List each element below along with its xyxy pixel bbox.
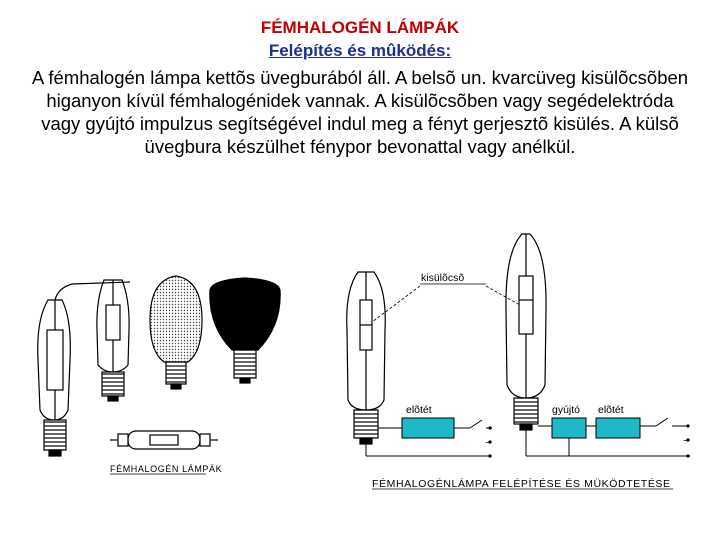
eloteto-box-2 (596, 418, 640, 438)
eloteto-box-1 (402, 418, 454, 438)
right-lamp-figure (347, 234, 690, 490)
double-ended-lamp-icon (110, 431, 218, 449)
section-subtitle: Felépítés és mûködés: (268, 41, 452, 60)
tubular-lamp-2-icon (97, 280, 129, 401)
label-gyujto: gyújtó (552, 404, 581, 416)
label-kisulocso: kisülõcsõ (421, 272, 465, 284)
supply-symbol-2: ~ (683, 435, 690, 447)
right-figure-caption: FÉMHALOGÉNLÁMPA FELÉPÍTÉSE ÉS MÜKÖDTETÉSE (372, 478, 671, 490)
description-paragraph: A fémhalogén lámpa kettõs üvegburából áll. A belsõ un. kvarcüveg kisülõcsõben higanyon kívül fémhalogénidek vannak. A kisülõcsõben vagy segédelektróda vagy gyújtó impulzus segítségével indul meg a fényt gerjesztõ kisülés. A külsõ üvegbura készülhet fénypor bevonattal vagy anélkül. (31, 67, 689, 157)
left-figure-caption: FÉMHALOGÉN LÁMPÁK (110, 464, 223, 474)
circuit-a (366, 418, 492, 456)
supply-terminals (488, 424, 689, 457)
gyujto-box (552, 418, 586, 438)
circuit-b (526, 418, 690, 456)
label-eloteto-1: elõtét (406, 404, 432, 416)
label-eloteto-2: elõtét (598, 404, 624, 416)
lamp-b-icon (506, 234, 546, 430)
lamp-a-icon (347, 272, 386, 444)
reflector-lamp-icon (210, 278, 280, 383)
left-lamp-figure (38, 276, 280, 474)
supply-symbol-1: ~ (485, 437, 492, 449)
page-title: FÉMHALOGÉN LÁMPÁK (260, 18, 460, 37)
ellipsoid-lamp-icon (150, 276, 202, 389)
